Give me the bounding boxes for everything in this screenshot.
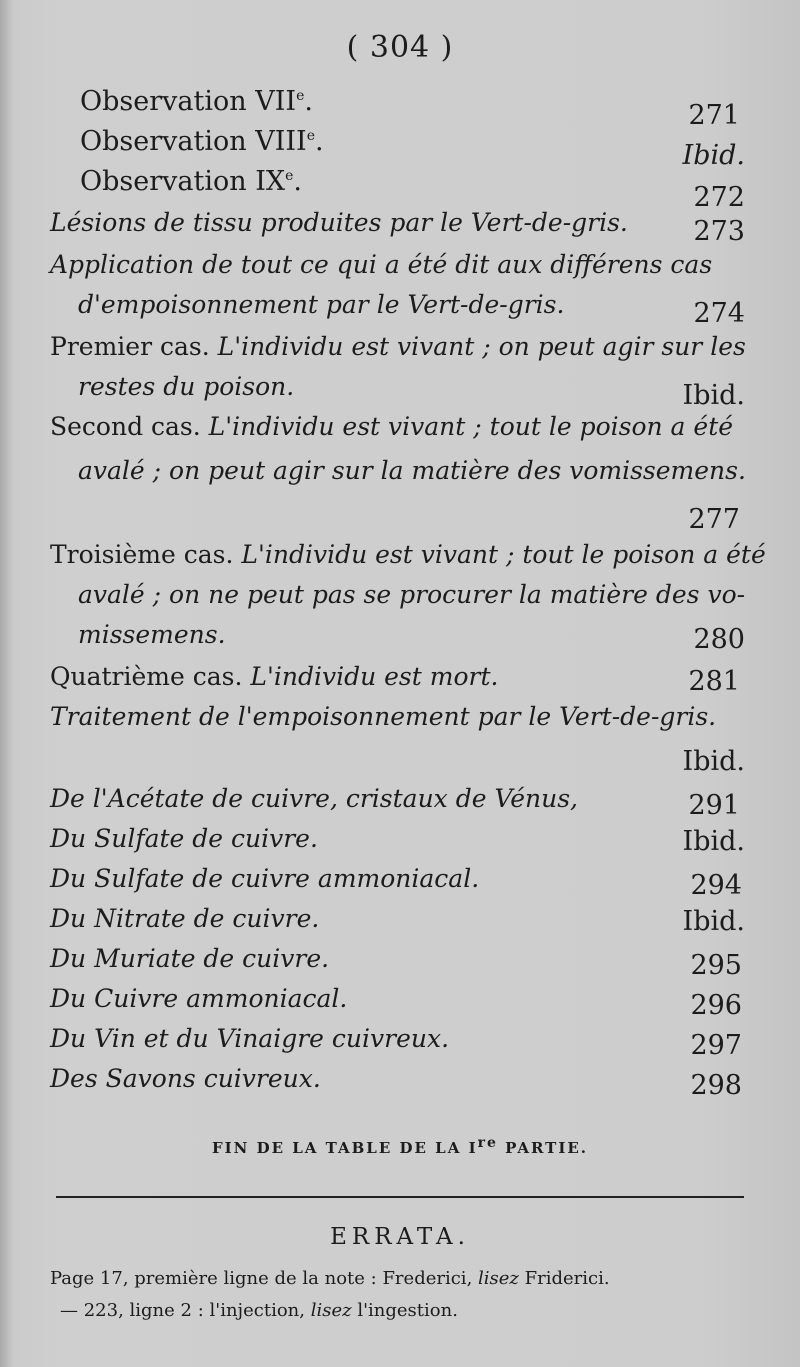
toc-page-number: 274 [693,298,745,329]
toc-entry-lesions: Lésions de tissu produites par le Vert-de-gris. [50,208,628,237]
toc-page-number: 272 [693,182,745,213]
toc-page-number: 297 [690,1030,742,1061]
toc-page-number: 277 [688,504,740,535]
toc-entry-troisieme-cas-cont: avalé ; on ne peut pas se procurer la matière des vo- [78,580,746,609]
toc-entry-second-cas-cont: avalé ; on peut agir sur la matière des vomissemens. [78,456,746,485]
toc-page-number: 294 [690,870,742,901]
toc-entry-muriate: Du Muriate de cuivre. [50,944,330,973]
toc-page-number: 281 [688,666,740,697]
toc-entry-observation-8: Observation VIIIe. [80,126,324,157]
toc-entry-cuivre-ammoniacal: Du Cuivre ammoniacal. [50,984,348,1013]
toc-page-number: 271 [688,100,740,131]
errata-title: ERRATA. [330,1224,470,1250]
divider-rule [56,1196,744,1198]
toc-page-number: 273 [693,216,745,247]
toc-entry-troisieme-cas-cont2: missemens. [78,620,226,649]
toc-entry-observation-9: Observation IXe. [80,166,303,197]
toc-entry-sulfate: Du Sulfate de cuivre. [50,824,318,853]
errata-line-2: — 223, ligne 2 : l'injection, lisez l'ingestion. [60,1300,458,1321]
toc-page-number: Ibid. [682,906,745,937]
toc-page-number: 291 [688,790,740,821]
toc-entry-traitement: Traitement de l'empoisonnement par le Vert-de-gris. [50,702,717,731]
toc-entry-quatrieme-cas: Quatrième cas. L'individu est mort. [50,662,499,691]
toc-page-number: Ibid. [682,140,745,171]
toc-page-number: Ibid. [682,380,745,411]
toc-entry-savons: Des Savons cuivreux. [50,1064,321,1093]
toc-entry-premier-cas-cont: restes du poison. [78,372,295,401]
toc-entry-second-cas: Second cas. L'individu est vivant ; tout le poison a été [50,412,734,441]
toc-page-number: Ibid. [682,746,745,777]
toc-entry-nitrate: Du Nitrate de cuivre. [50,904,320,933]
toc-page-number: 280 [693,624,745,655]
toc-entry-troisieme-cas: Troisième cas. L'individu est vivant ; tout le poison a été [50,540,766,569]
toc-entry-application-cont: d'empoisonnement par le Vert-de-gris. [78,290,565,319]
toc-entry-application: Application de tout ce qui a été dit aux différens cas [50,250,713,279]
toc-entry-sulfate-ammoniacal: Du Sulfate de cuivre ammoniacal. [50,864,480,893]
toc-entry-premier-cas: Premier cas. L'individu est vivant ; on peut agir sur les [50,332,746,361]
toc-entry-observation-7: Observation VIIe. [80,86,313,117]
end-of-table-note: FIN DE LA TABLE DE LA Ire PARTIE. [211,1135,588,1157]
toc-page-number: 295 [690,950,742,981]
toc-page-number: Ibid. [682,826,745,857]
toc-page-number: 296 [690,990,742,1021]
errata-line-1: Page 17, première ligne de la note : Frederici, lisez Friderici. [50,1268,610,1289]
toc-entry-acetate: De l'Acétate de cuivre, cristaux de Vénus, [50,784,579,813]
toc-page-number: 298 [690,1070,742,1101]
page-number-header: ( 304 ) [346,30,454,65]
toc-entry-vin-vinaigre: Du Vin et du Vinaigre cuivreux. [50,1024,450,1053]
